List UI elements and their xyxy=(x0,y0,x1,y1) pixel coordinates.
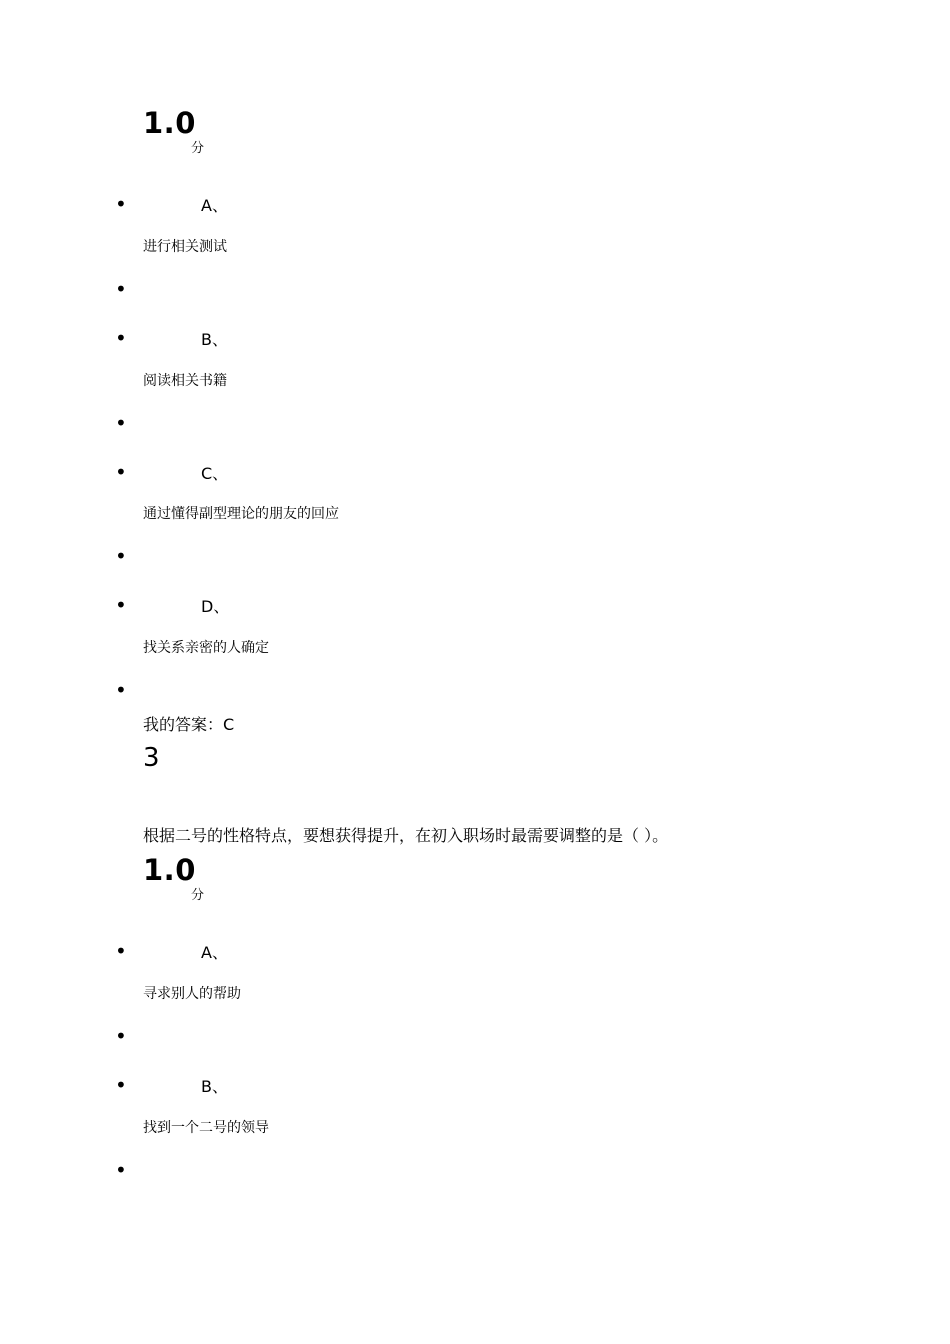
score-unit: 分 xyxy=(191,141,205,156)
option-letter-b[interactable]: B、 xyxy=(201,1077,228,1096)
option-text-c[interactable]: 通过懂得副型理论的朋友的回应 xyxy=(143,506,339,522)
list-bullet: • xyxy=(115,411,127,435)
list-bullet: • xyxy=(115,277,127,301)
my-answer: 我的答案：C xyxy=(143,715,235,734)
question-text: 根据二号的性格特点，要想获得提升，在初入职场时最需要调整的是（ ）。 xyxy=(143,826,669,845)
option-letter-a[interactable]: A、 xyxy=(201,196,228,215)
list-bullet: • xyxy=(115,1024,127,1048)
score-value: 1.0 xyxy=(143,853,196,887)
list-bullet: • xyxy=(115,1073,127,1097)
list-bullet: • xyxy=(115,1158,127,1182)
option-text-d[interactable]: 找关系亲密的人确定 xyxy=(143,640,269,656)
option-text-b[interactable]: 找到一个二号的领导 xyxy=(143,1120,269,1136)
question-number: 3 xyxy=(143,743,160,773)
option-letter-d[interactable]: D、 xyxy=(201,597,230,616)
option-letter-c[interactable]: C、 xyxy=(201,464,229,483)
list-bullet: • xyxy=(115,593,127,617)
list-bullet: • xyxy=(115,939,127,963)
option-letter-b[interactable]: B、 xyxy=(201,330,228,349)
option-text-a[interactable]: 进行相关测试 xyxy=(143,239,227,255)
list-bullet: • xyxy=(115,460,127,484)
list-bullet: • xyxy=(115,192,127,216)
option-text-a[interactable]: 寻求别人的帮助 xyxy=(143,986,241,1002)
list-bullet: • xyxy=(115,544,127,568)
list-bullet: • xyxy=(115,678,127,702)
score-value: 1.0 xyxy=(143,106,196,140)
score-unit: 分 xyxy=(191,888,205,903)
list-bullet: • xyxy=(115,326,127,350)
option-letter-a[interactable]: A、 xyxy=(201,943,228,962)
option-text-b[interactable]: 阅读相关书籍 xyxy=(143,373,227,389)
